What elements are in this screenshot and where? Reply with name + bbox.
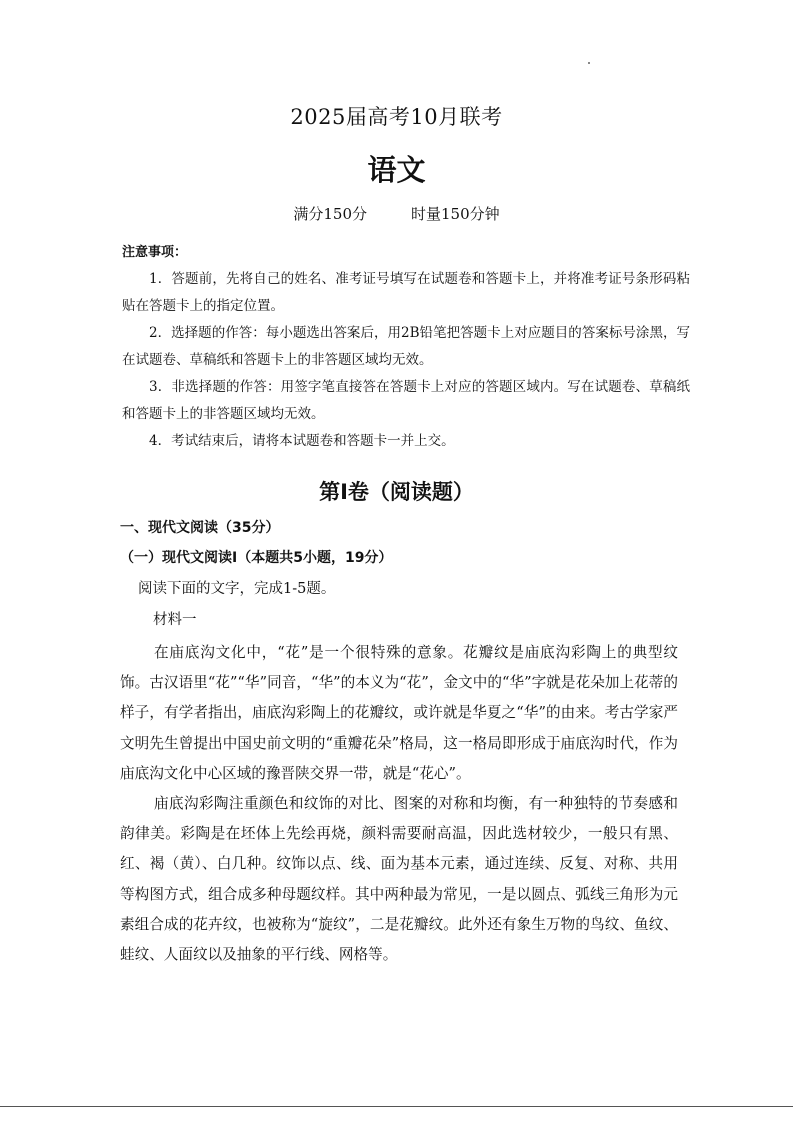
reading-instruction: 阅读下面的文字，完成1-5题。 xyxy=(138,581,336,597)
time-limit: 时量150分钟 xyxy=(411,205,500,223)
notes-heading: 注意事项： xyxy=(122,245,188,260)
notes-item: 2．选择题的作答：每小题选出答案后，用2B铅笔把答题卡上对应题目的答案标号涂黑，写在试题卷、草稿纸和答题卡上的非答题区域均无效。 xyxy=(122,325,690,368)
material-label: 材料一 xyxy=(153,612,197,628)
notes-item: 3．非选择题的作答：用签字笔直接答在答题卡上对应的答题区域内。写在试题卷、草稿纸和答题卡上的非答题区域均无效。 xyxy=(122,379,690,422)
subject-title: 语文 xyxy=(367,153,426,187)
full-score: 满分150分 xyxy=(293,205,367,223)
notes-item: 4．考试结束后，请将本试题卷和答题卡一并上交。 xyxy=(149,433,455,449)
score-line xyxy=(0,203,793,224)
section-title: 一、现代文阅读（35分） xyxy=(120,520,280,536)
material-paragraph: 庙底沟彩陶注重颜色和纹饰的对比、图案的对称和均衡，有一种独特的节奏感和韵律美。彩陶是在坯体上先绘再烧，颜料需要耐高温，因此选材较少，一般只有黑、红、褐（黄）、白几种。纹饰以点、线、面为基本元素，通过连续、反复、对称、共用等构图方式，组合成多种母题纹样。其中两种最为常见，一是以圆点、弧线三角形为元素组合成的花卉纹，也被称为“旋纹”，二是花瓣纹。此外还有象生万物的鸟纹、鱼纹、蛙纹、人面纹以及抽象的平行线、网格等。 xyxy=(120,795,678,964)
subsection-title: （一）现代文阅读Ⅰ（本题共5小题，19分） xyxy=(120,550,393,566)
notes-list xyxy=(122,266,690,455)
notes-item: 1．答题前，先将自己的姓名、准考证号填写在试题卷和答题卡上，并将准考证号条形码粘贴在答题卡上的指定位置。 xyxy=(122,271,690,314)
volume-title: 第Ⅰ卷（阅读题） xyxy=(319,480,474,504)
material-paragraph: 在庙底沟文化中，“花”是一个很特殊的意象。花瓣纹是庙底沟彩陶上的典型纹饰。古汉语里“花”“华”同音，“华”的本义为“花”，金文中的“华”字就是花朵加上花蒂的样子，有学者指出，庙底沟彩陶上的花瓣纹，或许就是华夏之“华”的由来。考古学家严文明先生曾提出中国史前文明的“重瓣花朵”格局，这一格局即形成于庙底沟时代，作为庙底沟文化中心区域的豫晋陕交界一带，就是“花心”。 xyxy=(120,644,678,782)
exam-title: 2025届高考10月联考 xyxy=(290,105,503,129)
material-body xyxy=(120,638,678,970)
page-bottom-rule xyxy=(0,1106,793,1107)
corner-dot xyxy=(588,62,590,64)
